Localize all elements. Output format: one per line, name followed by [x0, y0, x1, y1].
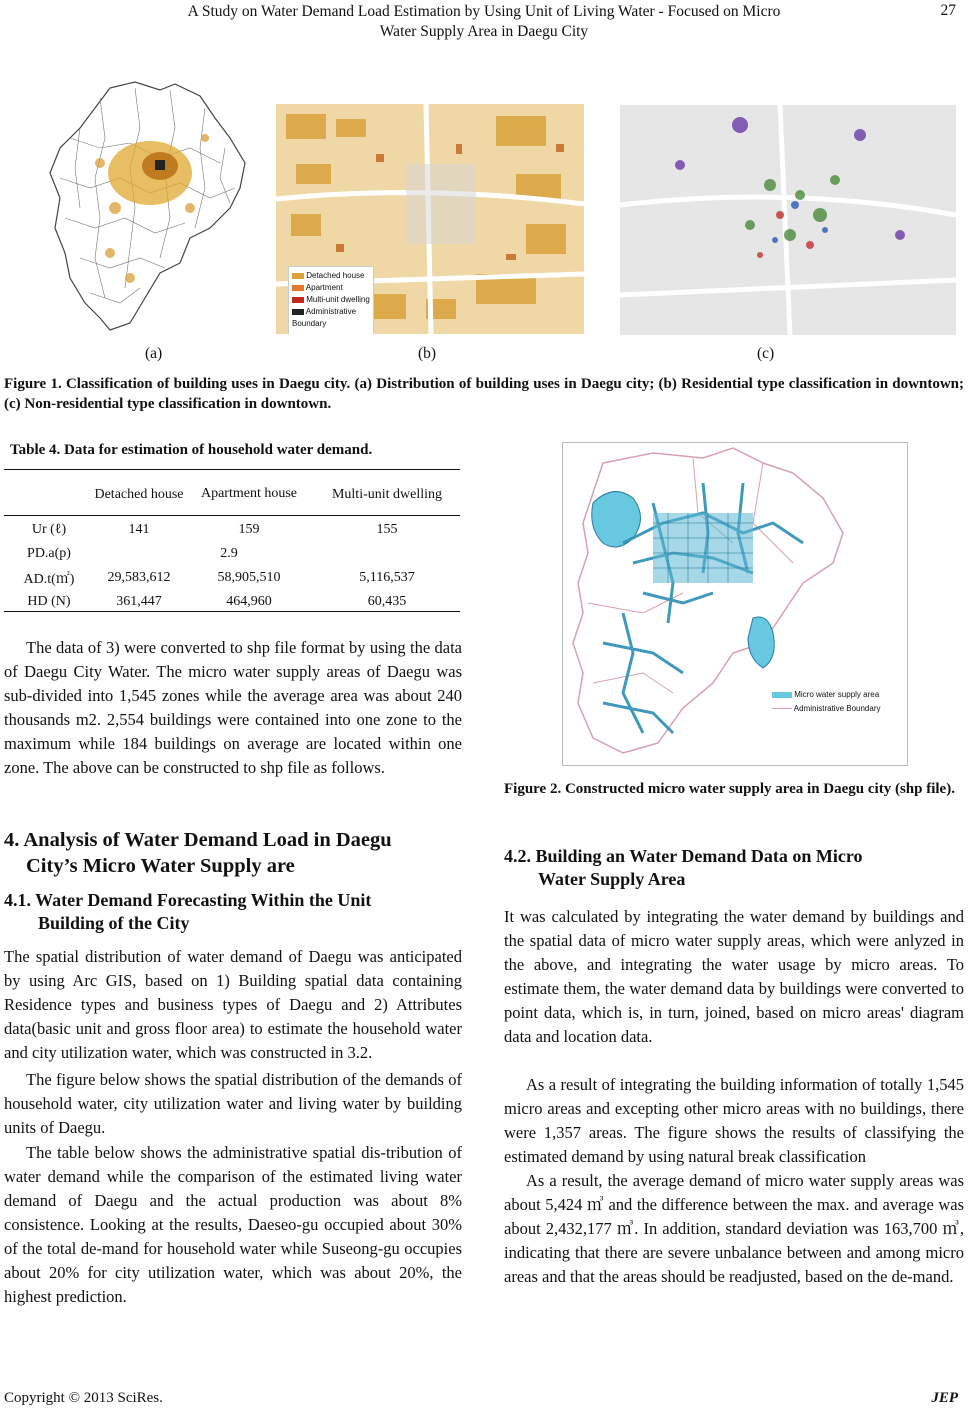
- legend-b-item: Multi-unit dwelling: [306, 295, 370, 304]
- figure1-c-label: (c): [757, 345, 775, 362]
- legend-item-boundary: Administrative Boundary: [793, 704, 881, 713]
- table-cell: 29,583,612: [107, 570, 171, 585]
- table-header-row: [4, 474, 460, 514]
- figure1-b-legend: [288, 266, 374, 334]
- table-rule-bottom: [4, 611, 460, 612]
- table-row: [4, 566, 460, 590]
- legend-b-item: Apartment: [305, 283, 343, 292]
- table-rule-mid: [4, 515, 460, 516]
- table-cell: 5,116,537: [359, 570, 415, 585]
- legend-item-water: Micro water supply area: [794, 690, 880, 699]
- figure1-a-map: [40, 78, 252, 336]
- table-row: [4, 518, 460, 542]
- table-header-cell: Multi-unit dwelling: [331, 486, 443, 502]
- footer-copyright: Copyright © 2013 SciRes.: [4, 1390, 163, 1406]
- page-number: 27: [940, 2, 956, 19]
- table-header-cell: Apartment house: [200, 486, 298, 501]
- figure1-c-map: [620, 105, 956, 335]
- left-paragraph-3: The figure below shows the spatial distribution of the demands of household water, city utilization water and living water by building units of Daegu.: [4, 1070, 462, 1137]
- figure2-caption: Figure 2. Constructed micro water supply area in Daegu city (shp file).: [504, 781, 955, 797]
- table-cell: 2.9: [220, 546, 238, 561]
- figure1-caption: Figure 1. Classification of building uses in Daegu city. (a) Distribution of building uses in Daegu city; (b) Residential type classification in downtown; (c) Non-residential type classification in downtown.: [4, 376, 964, 412]
- footer-journal: JEP: [931, 1390, 958, 1406]
- table-row: [4, 542, 460, 566]
- table-cell: 155: [376, 522, 398, 537]
- table-cell: 159: [238, 522, 260, 537]
- legend-swatch-boundary: [772, 708, 792, 709]
- section-4-heading-line2: City’s Micro Water Supply are: [26, 855, 295, 877]
- left-paragraph-1: The data of 3) were converted to shp file format by using the data of Daegu City Water. The micro water supply areas of Daegu was sub-divided into 1,545 zones while the average area was about 240 thousands m2. 2,554 buildings were contained into one zone to the maximum while 184 buildings on average are located within one zone. The above can be constructed to shp file as follows.: [4, 638, 462, 777]
- table-cell: 361,447: [116, 594, 162, 609]
- section-4-1-heading: [4, 889, 464, 935]
- table-cell: [314, 542, 460, 566]
- section-4-heading-line1: 4. Analysis of Water Demand Load in Daegu: [4, 829, 392, 851]
- table-cell: 141: [128, 522, 150, 537]
- figure2-legend: [768, 685, 906, 725]
- left-paragraph-2: The spatial distribution of water demand of Daegu was anticipated by using Arc GIS, based on 1) Building spatial data containing Residence types and business types of Daegu and 2) Attributes data(basic unit and gross floor area) to estimate the household water and city utilization water, which was constructed in 3.2.: [4, 947, 462, 1062]
- table-cell: PD.a(p): [27, 546, 71, 561]
- figure1-a-label: (a): [145, 345, 163, 362]
- table-cell: 60,435: [367, 594, 407, 609]
- legend-b-item: Administrative Boundary: [292, 307, 357, 328]
- left-paragraph-4: The table below shows the administrative spatial dis-tribution of water demand while the comparison of the estimated living water demand of Daegu and the actual production was about 8% consistence. Looking at the results, Daeseo-gu occupied about 30% of the total de-mand for household water while Suseong-gu occupies about 20% for city utilization water, which was about 20%, the highest prediction.: [4, 1143, 462, 1306]
- table-cell: 464,960: [226, 594, 272, 609]
- right-paragraph-1: It was calculated by integrating the water demand by buildings and the spatial data of micro water supply areas, which were anlyzed in the above, and integrating the water usage by micro areas. To estimate them, the water demand data by buildings were converted to point data, which is, in turn, joined, based on micro areas' diagram data and location data.: [504, 907, 964, 1046]
- section-4-1-heading-line2: Building of the City: [38, 913, 190, 933]
- section-4-2-heading-line2: Water Supply Area: [538, 869, 686, 889]
- legend-b-item: Detached house: [306, 271, 365, 280]
- table-header-cell: Detached house: [94, 486, 184, 502]
- figure1-b-map: [276, 104, 584, 334]
- running-title: A Study on Water Demand Load Estimation by Using Unit of Living Water - Focused on Micro: [187, 3, 781, 20]
- table-header-cell: [4, 474, 94, 514]
- figure2-map: [562, 442, 908, 766]
- table-cell: HD (N): [27, 594, 71, 609]
- table-cell: Ur (ℓ): [31, 522, 67, 537]
- table4: [4, 474, 460, 514]
- table-cell: AD.t(㎡): [23, 572, 75, 587]
- legend-swatch-water: [772, 692, 792, 698]
- running-title-line2: Water Supply Area in Daegu City: [379, 23, 589, 40]
- section-4-2-heading: [504, 845, 964, 891]
- section-4-2-heading-line1: 4.2. Building an Water Demand Data on Micro: [504, 846, 863, 866]
- figure1-b-label: (b): [418, 345, 437, 362]
- right-paragraph-2: As a result of integrating the building information of totally 1,545 micro areas and excepting other micro areas with no buildings, there were 1,357 areas. The figure shows the results of classifying the estimated demand by using natural break classification: [504, 1075, 964, 1166]
- section-4-heading: [4, 827, 464, 879]
- table-cell: 58,905,510: [217, 570, 281, 585]
- section-4-1-heading-line1: 4.1. Water Demand Forecasting Within the Unit: [4, 890, 372, 910]
- table4-body: [4, 518, 460, 614]
- table-rule-top: [4, 469, 460, 470]
- table4-title: Table 4. Data for estimation of household water demand.: [10, 442, 373, 458]
- right-paragraph-3: As a result, the average demand of micro water supply areas was about 5,424 ㎥ and the difference between the max. and average was about 2,432,177 ㎥. In addition, standard deviation was 163,700 ㎥, indicating that there are severe unbalance between and among micro areas and that the areas should be readjusted, based on the de-mand.: [504, 1171, 964, 1286]
- running-header: [0, 2, 968, 42]
